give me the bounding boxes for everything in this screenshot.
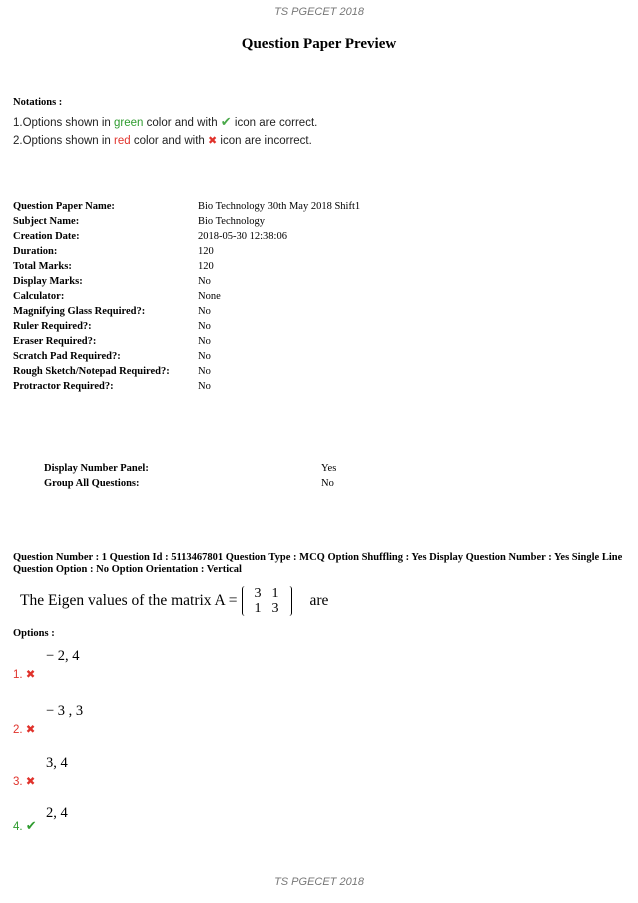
info-value: No xyxy=(198,366,211,377)
option-value-1: − 2, 4 xyxy=(46,648,80,664)
panel-key: Display Number Panel: xyxy=(44,463,149,474)
info-value: Bio Technology 30th May 2018 Shift1 xyxy=(198,201,361,212)
option-number-2: 2. ✖ xyxy=(13,724,36,736)
info-value: No xyxy=(198,276,211,287)
info-row xyxy=(13,289,360,304)
notation-text: 2.Options shown in xyxy=(13,135,115,147)
notation-text: 1.Options shown in xyxy=(13,117,115,129)
option-number-1: 1. ✖ xyxy=(13,669,36,681)
question-text xyxy=(20,586,328,616)
check-icon: ✔ xyxy=(25,818,37,833)
info-row xyxy=(13,319,360,334)
check-icon: ✔ xyxy=(220,114,232,129)
panel-info-table xyxy=(44,461,336,491)
notation-incorrect xyxy=(13,134,312,147)
info-key: Subject Name: xyxy=(13,216,80,227)
info-row xyxy=(13,274,360,289)
info-row xyxy=(13,364,360,379)
page-header: TS PGECET 2018 xyxy=(274,6,364,18)
cross-icon: ✖ xyxy=(208,135,218,147)
info-key: Calculator: xyxy=(13,291,65,302)
option-value-4: 2, 4 xyxy=(46,805,68,821)
notations-label: Notations : xyxy=(13,97,63,108)
option-number-3: 3. ✖ xyxy=(13,776,36,788)
info-row xyxy=(13,349,360,364)
panel-key: Group All Questions: xyxy=(44,478,140,489)
info-value: No xyxy=(198,336,211,347)
info-row xyxy=(13,199,360,214)
notation-text: color and with xyxy=(130,135,208,147)
options-label: Options : xyxy=(13,628,55,639)
matrix-cell: 3 xyxy=(254,586,262,601)
info-value: None xyxy=(198,291,221,302)
page-footer: TS PGECET 2018 xyxy=(274,876,364,888)
info-row xyxy=(13,244,360,259)
panel-value: Yes xyxy=(321,463,337,474)
option-value-2: − 3 , 3 xyxy=(46,703,84,719)
info-row xyxy=(13,304,360,319)
option-number-4: 4. ✔ xyxy=(13,818,37,833)
info-value: No xyxy=(198,321,211,332)
info-value: No xyxy=(198,306,211,317)
info-key: Protractor Required?: xyxy=(13,381,114,392)
info-value: 120 xyxy=(198,246,214,257)
info-key: Magnifying Glass Required?: xyxy=(13,306,146,317)
info-row xyxy=(13,379,360,394)
info-key: Display Marks: xyxy=(13,276,83,287)
info-row xyxy=(13,259,360,274)
question-text-before: The Eigen values of the matrix A = xyxy=(20,592,238,609)
cross-icon: ✖ xyxy=(25,669,36,681)
info-key: Question Paper Name: xyxy=(13,201,115,212)
cross-icon: ✖ xyxy=(25,776,36,788)
notation-text: icon are correct. xyxy=(231,117,318,129)
notation-correct xyxy=(13,114,317,130)
info-value: No xyxy=(198,351,211,362)
info-row xyxy=(13,229,360,244)
matrix-cell: 3 xyxy=(271,601,279,616)
option-value-3: 3, 4 xyxy=(46,755,68,771)
notation-text: color and with xyxy=(143,117,221,129)
paper-info-table xyxy=(13,199,360,394)
panel-row xyxy=(44,461,336,476)
info-key: Scratch Pad Required?: xyxy=(13,351,121,362)
info-value: 120 xyxy=(198,261,214,272)
page-title: Question Paper Preview xyxy=(241,36,397,52)
green-word: green xyxy=(114,117,144,129)
panel-value: No xyxy=(321,478,334,489)
matrix-cell: 1 xyxy=(254,601,262,616)
info-key: Rough Sketch/Notepad Required?: xyxy=(13,366,170,377)
info-row xyxy=(13,334,360,349)
question-meta: Question Number : 1 Question Id : 5113467801 Question Type : MCQ Option Shuffling : Yes Display Question Number : Yes Single Line Question Option : No Option Orientation : Vertical xyxy=(13,552,623,575)
info-key: Ruler Required?: xyxy=(13,321,92,332)
info-key: Total Marks: xyxy=(13,261,72,272)
info-value: Bio Technology xyxy=(198,216,266,227)
notation-text: icon are incorrect. xyxy=(217,135,312,147)
info-row xyxy=(13,214,360,229)
info-value: No xyxy=(198,381,211,392)
question-text-after: are xyxy=(309,592,329,609)
panel-row xyxy=(44,476,336,491)
info-key: Eraser Required?: xyxy=(13,336,97,347)
info-key: Duration: xyxy=(13,246,58,257)
info-value: 2018-05-30 12:38:06 xyxy=(198,231,287,242)
info-key: Creation Date: xyxy=(13,231,80,242)
matrix xyxy=(242,586,292,616)
cross-icon: ✖ xyxy=(25,724,36,736)
red-word: red xyxy=(114,135,131,147)
matrix-cell: 1 xyxy=(271,586,279,601)
